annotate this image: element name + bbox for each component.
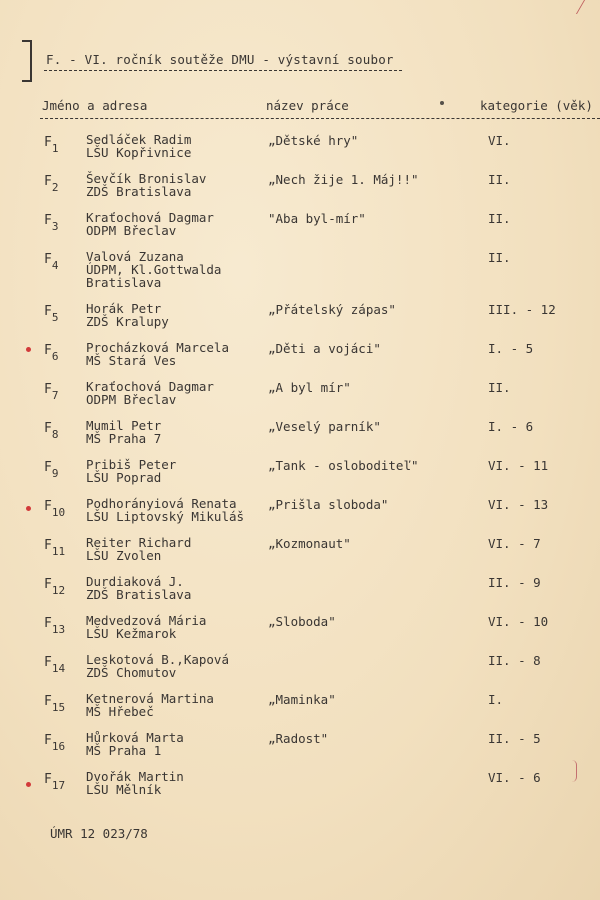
entry-category: II. [488,380,511,395]
document-footer: ÚMR 12 023/78 [50,826,148,841]
entry-category: II. - 5 [488,731,541,746]
entry-name-address: Ševčík Bronislav ZDŠ Bratislava [86,171,207,199]
entry-work-title: "Aba byl-mír" [268,211,366,226]
entry-work-title: „Přátelský zápas" [268,302,396,317]
entry-work-title: „Sloboda" [268,614,336,629]
entry-category: III. - 12 [488,302,556,317]
entry-category: I. - 5 [488,341,534,356]
list-item [0,692,600,728]
list-item [0,419,600,455]
entry-work-title: „Prišla sloboda" [268,497,389,512]
entry-name-address: Procházková Marcela MŠ Stará Ves [86,340,229,368]
entry-code: $F_{13}$ [44,616,66,636]
entry-category: II. [488,211,511,226]
entry-category: II. [488,172,511,187]
red-mark [26,347,31,352]
entry-name-address: Kraťochová Dagmar ODPM Břeclav [86,379,214,407]
entry-name-address: Reiter Richard LŠU Zvolen [86,535,192,563]
entry-name-address: Dvořák Martin LŠU Mělník [86,769,184,797]
entry-work-title: „Kozmonaut" [268,536,351,551]
entry-category: II. - 8 [488,653,541,668]
entry-code: $F_{12}$ [44,577,66,597]
entry-category: VI. - 13 [488,497,549,512]
entry-name-address: Durdiaková J. ZDŠ Bratislava [86,574,192,602]
entry-name-address: Pribiš Peter LŠU Poprad [86,457,177,485]
entry-code: $F_1$ [44,135,59,155]
entry-work-title: „Děti a vojáci" [268,341,381,356]
list-item [0,497,600,533]
entry-name-address: Medvedzová Mária LŠU Kežmarok [86,613,207,641]
entry-category: I. - 6 [488,419,534,434]
entry-code: $F_6$ [44,343,59,363]
list-item [0,133,600,169]
entry-code: $F_{10}$ [44,499,66,519]
entry-code: $F_9$ [44,460,59,480]
stray-dot [440,101,444,105]
entry-code: $F_{17}$ [44,772,66,792]
title-underline [44,70,402,71]
list-item [0,770,600,806]
document-title: F. - VI. ročník soutěže DMU - výstavní soubor [46,52,394,67]
list-item [0,380,600,416]
entry-category: VI. [488,133,511,148]
entry-work-title: „Radost" [268,731,329,746]
entry-category: VI. - 10 [488,614,549,629]
entry-work-title: „Veselý parník" [268,419,381,434]
margin-bracket [22,40,32,82]
list-item [0,249,600,290]
entry-work-title: „Maminka" [268,692,336,707]
entry-name-address: Kraťochová Dagmar ODPM Břeclav [86,210,214,238]
entry-code: $F_{16}$ [44,733,66,753]
column-header-name: Jméno a adresa [42,98,148,113]
entry-work-title: „Tank - osloboditeľ" [268,458,419,473]
entry-name-address: Ketnerová Martina MŠ Hřebeč [86,691,214,719]
list-item [0,731,600,767]
entry-code: $F_{11}$ [44,538,66,558]
entry-name-address: Horák Petr ZDŠ Kralupy [86,301,169,329]
column-header-category: kategorie (věk) [480,98,593,113]
entry-work-title: „A byl mír" [268,380,351,395]
list-item [0,341,600,377]
header-rule [40,118,600,119]
entry-name-address: Valová Zuzana ÚDPM, Kl.Gottwalda Bratislava [86,249,222,290]
entry-category: VI. - 7 [488,536,541,551]
entry-category: VI. - 6 [488,770,541,785]
red-mark [26,506,31,511]
list-item [0,575,600,611]
entry-name-address: Hůrková Marta MŠ Praha 1 [86,730,184,758]
pencil-bracket [572,760,577,782]
entry-code: $F_{14}$ [44,655,66,675]
list-item [0,614,600,650]
entry-code: $F_8$ [44,421,59,441]
entry-code: $F_5$ [44,304,59,324]
list-item [0,211,600,247]
red-mark [26,782,31,787]
entry-category: II. [488,250,511,265]
column-header-work: název práce [266,98,349,113]
list-item [0,653,600,689]
entry-work-title: „Dětské hry" [268,133,359,148]
entry-category: II. - 9 [488,575,541,590]
list-item [0,302,600,338]
list-item [0,172,600,208]
entry-name-address: Sedláček Radim LŠU Kopřivnice [86,132,192,160]
entry-code: $F_{15}$ [44,694,66,714]
entry-category: I. [488,692,504,707]
entry-code: $F_2$ [44,174,59,194]
entry-code: $F_3$ [44,213,59,233]
list-item [0,536,600,572]
entry-code: $F_7$ [44,382,59,402]
entry-name-address: Leskotová B.,Kapová ZDŠ Chomutov [86,652,229,680]
entry-code: $F_4$ [44,252,59,272]
entry-name-address: Podhorányiová Renata LŠU Liptovský Mikuláš [86,496,245,524]
entry-category: VI. - 11 [488,458,549,473]
entry-name-address: Mumil Petr MŠ Praha 7 [86,418,162,446]
list-item [0,458,600,494]
entry-work-title: „Nech žije 1. Máj!!" [268,172,419,187]
